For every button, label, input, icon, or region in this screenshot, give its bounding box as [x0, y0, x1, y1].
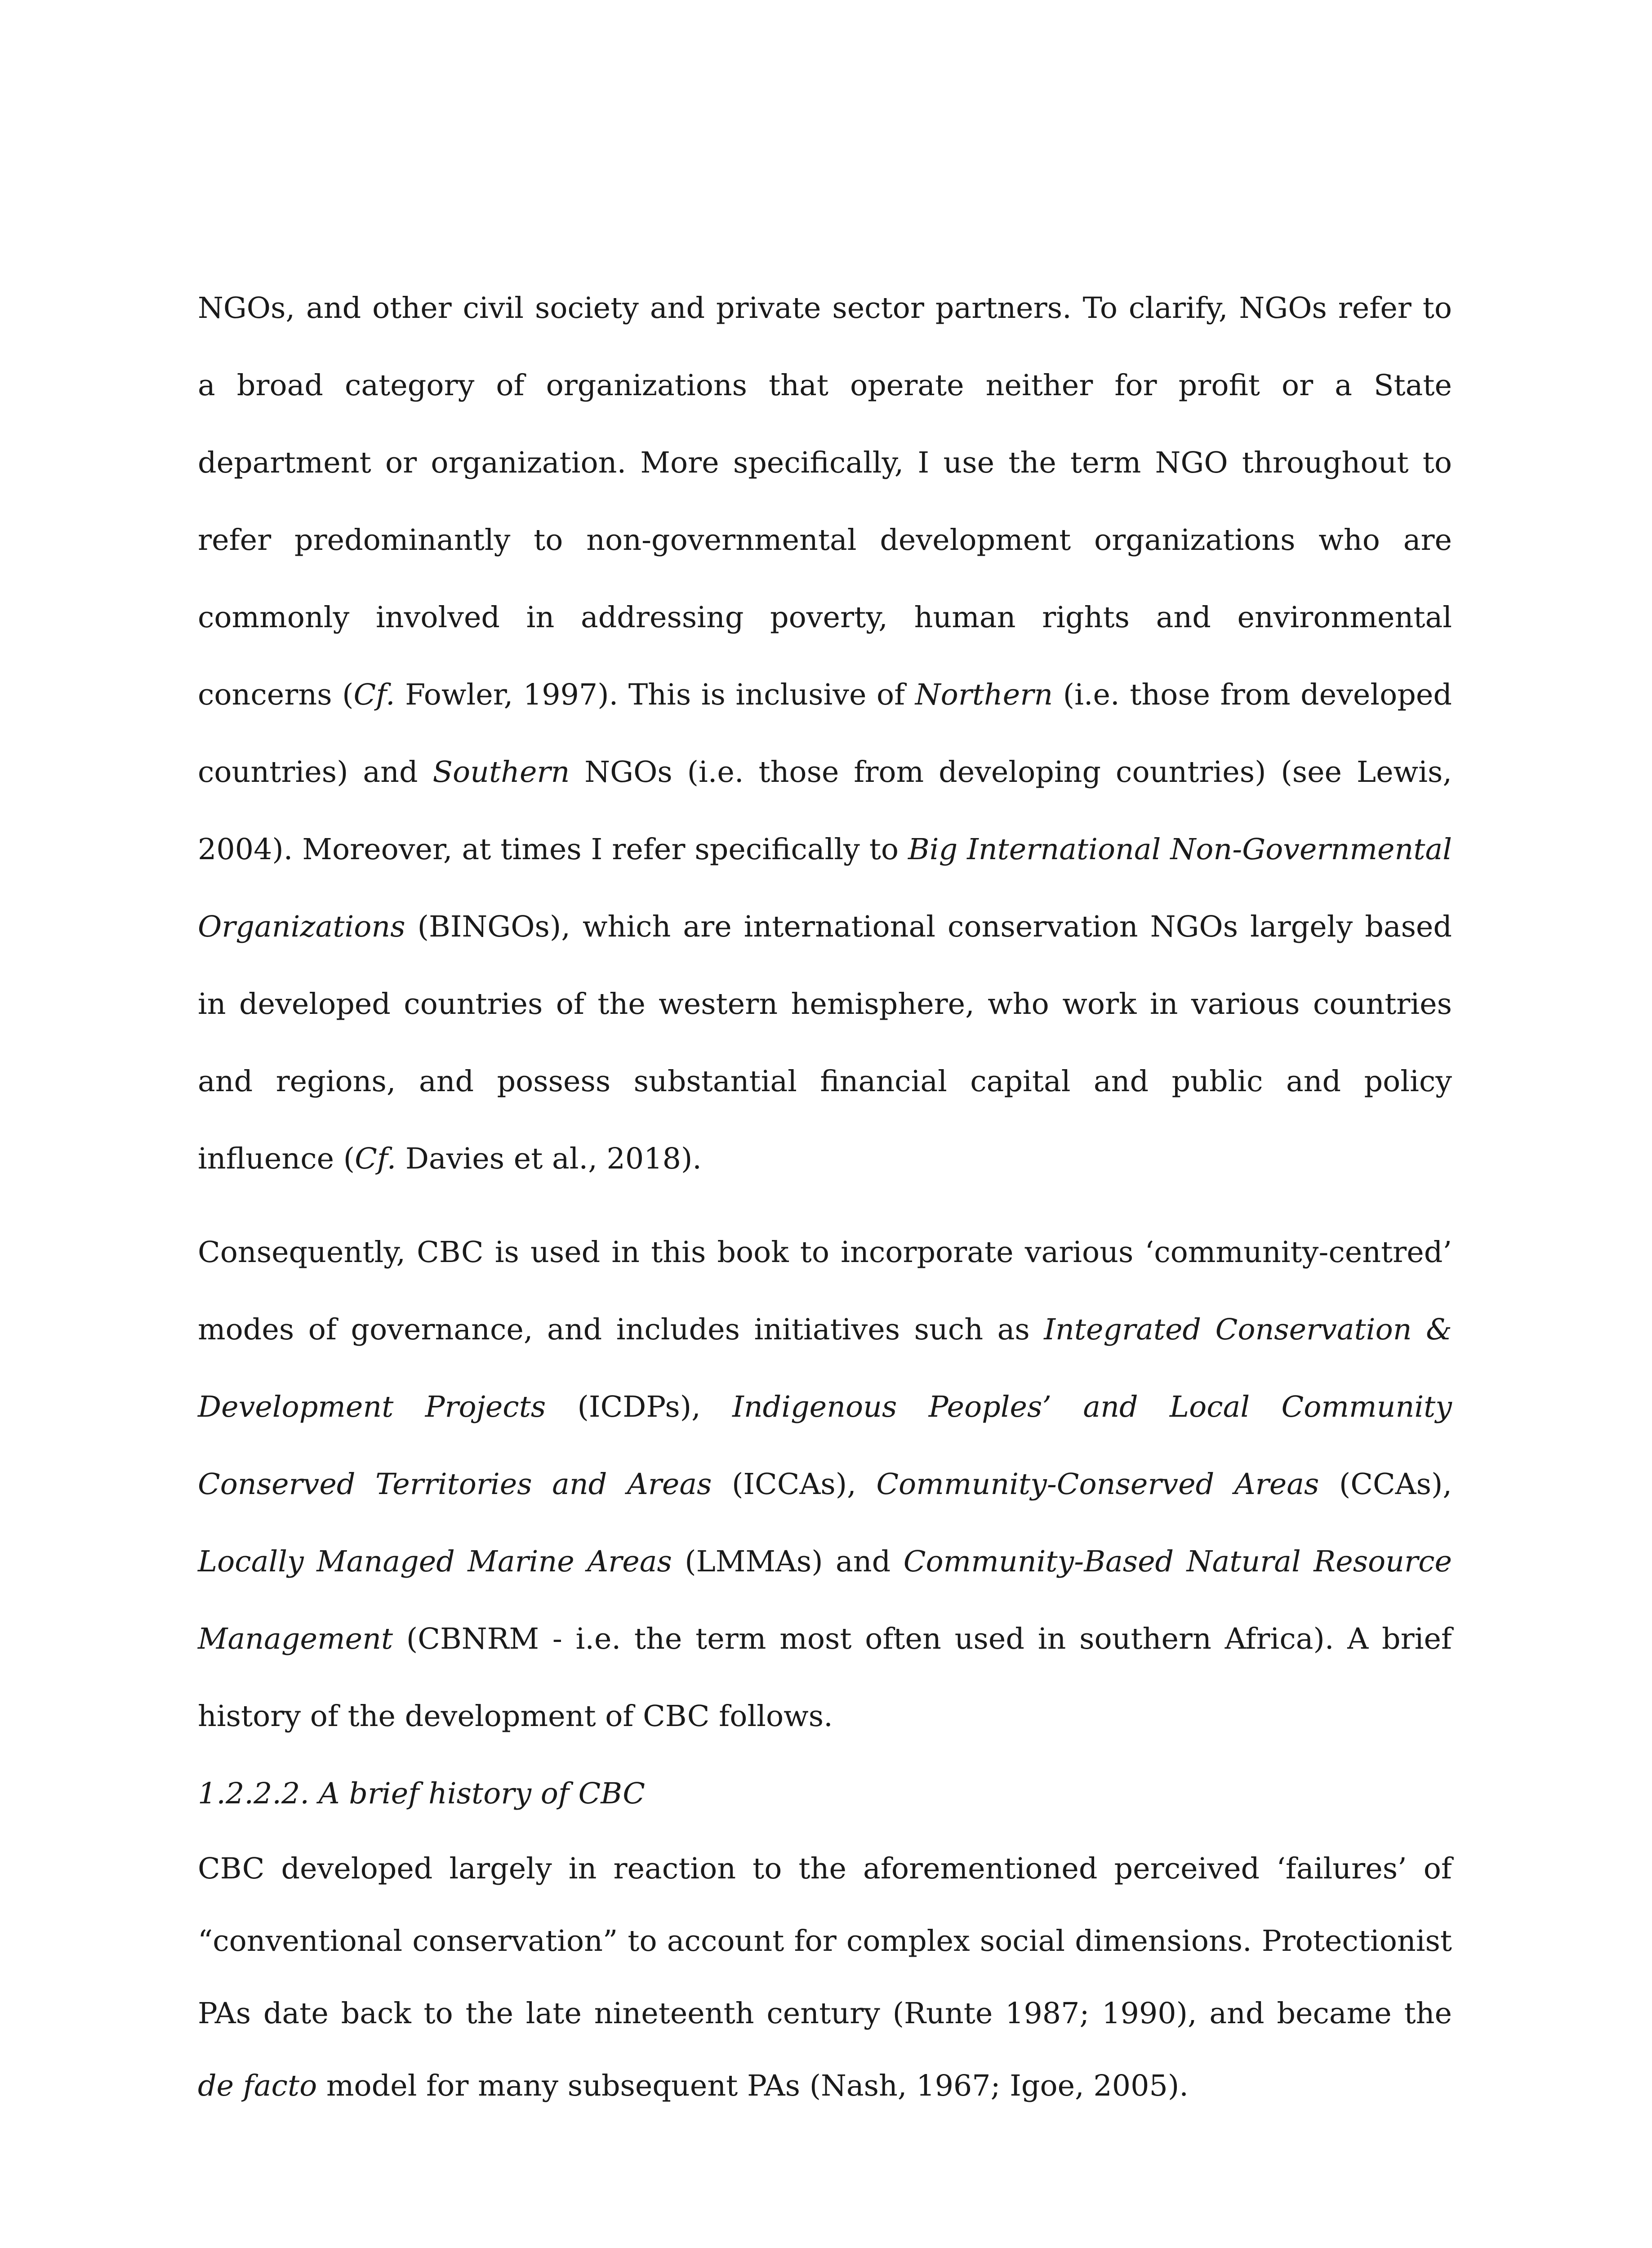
text-run: NGOs (i.e. those from developing countries) (see Lewis, 2004). Moreover, at times I refer specifically to: [198, 755, 1452, 866]
text-run: Consequently, CBC is used in this book to incorporate various ‘community-centred’ modes of governance, and includes initiatives such as: [198, 1236, 1452, 1347]
italic-cbnrm: Community-Based Natural Resource Management: [198, 1545, 1452, 1656]
italic-cf: Cf.: [355, 1142, 396, 1176]
text-run: (LMMAs) and: [672, 1545, 904, 1579]
text-run: (BINGOs), which are international conservation NGOs largely based in developed countries of the western hemisphere, who work in various countries and regions, and possess substantial financial capital and public and policy influence (: [198, 910, 1452, 1176]
italic-southern: Southern: [432, 755, 570, 789]
italic-cf: Cf.: [353, 678, 395, 712]
text-run: CBC developed largely in reaction to the aforementioned perceived ‘failures’ of “conventional conservation” to account for complex social dimensions. Protectionist PAs date back to the late nineteenth century (Runte 1987; 1990), and became the: [198, 1852, 1452, 2030]
paragraph-ngo-definition: [198, 270, 1452, 1198]
section-heading: 1.2.2.2. A brief history of CBC: [198, 1777, 645, 1811]
text-run: Fowler, 1997). This is inclusive of: [395, 678, 915, 712]
text-run: NGOs, and other civil society and private sector partners. To clarify, NGOs refer to a broad category of organizations that operate neither for profit or a State department or organization. More specifically, I use the term NGO throughout to refer predominantly to non-governmental development organizations who are commonly involved in addressing poverty, human rights and environmental concerns (: [198, 291, 1452, 712]
italic-icdp: Integrated Conservation & Development Projects: [198, 1313, 1452, 1424]
text-run: Davies et al., 2018).: [396, 1142, 702, 1176]
text-run: (CCAs),: [1319, 1467, 1452, 1501]
text-run: (CBNRM - i.e. the term most often used in southern Africa). A brief history of the development of CBC follows.: [198, 1622, 1452, 1733]
italic-cca: Community-Conserved Areas: [876, 1467, 1319, 1501]
text-run: (ICDPs),: [546, 1390, 733, 1424]
italic-icca: Indigenous Peoples’ and Local Community Conserved Territories and Areas: [198, 1390, 1452, 1501]
italic-northern: Northern: [915, 678, 1053, 712]
text-run: model for many subsequent PAs (Nash, 1967; Igoe, 2005).: [317, 2069, 1189, 2103]
text-run: (ICCAs),: [712, 1467, 877, 1501]
italic-lmma: Locally Managed Marine Areas: [198, 1545, 672, 1579]
page-body: [198, 270, 1452, 2122]
paragraph-cbc-scope: [198, 1214, 1452, 1755]
italic-de-facto: de facto: [198, 2069, 317, 2103]
paragraph-cbc-history: [198, 1833, 1452, 2122]
italic-bingo: Big International Non-Governmental Organizations: [198, 833, 1452, 944]
text-run: (i.e. those from developed countries) and: [198, 678, 1452, 789]
